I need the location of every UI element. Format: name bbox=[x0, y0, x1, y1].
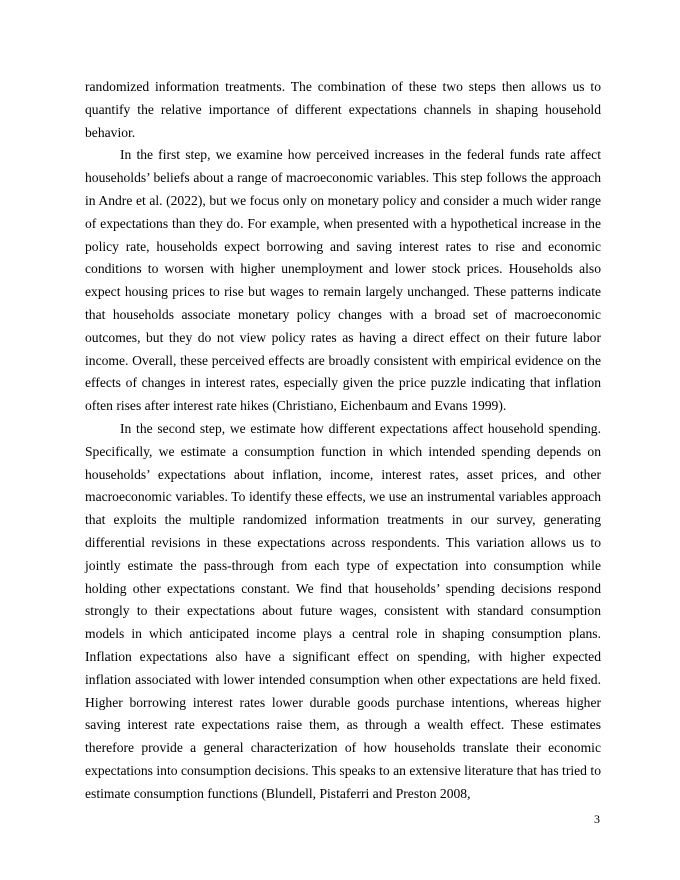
paragraph-first-step: In the first step, we examine how perceived increases in the federal funds rate affect households’ beliefs about a range of macroeconomic variables. This step follows the approach in Andre et al. (2022), but we focus only on monetary policy and consider a much wider range of expectations than they do. For example, when presented with a hypothetical increase in the policy rate, households expect borrowing and saving interest rates to rise and economic conditions to worsen with higher unemployment and lower stock prices. Households also expect housing prices to rise but wages to remain largely unchanged. These patterns indicate that households associate monetary policy changes with a broad set of macroeconomic outcomes, but they do not view policy rates as having a direct effect on their future labor income. Overall, these perceived effects are broadly consistent with empirical evidence on the effects of changes in interest rates, especially given the price puzzle indicating that inflation often rises after interest rate hikes (Christiano, Eichenbaum and Evans 1999). bbox=[85, 147, 601, 414]
page-number: 3 bbox=[594, 812, 600, 826]
paragraph-second-step: In the second step, we estimate how different expectations affect household spending. Specifically, we estimate a consumption function in which intended spending depends on households’ expectations about inflation, income, interest rates, asset prices, and other macroeconomic variables. To identify these effects, we use an instrumental variables approach that exploits the multiple randomized information treatments in our survey, generating differential revisions in these expectations across respondents. This variation allows us to jointly estimate the pass-through from each type of expectation into consumption while holding other expectations constant. We find that households’ spending decisions respond strongly to their expectations about future wages, consistent with standard consumption models in which anticipated income plays a central role in shaping consumption plans. Inflation expectations also have a significant effect on spending, with higher expected inflation associated with lower intended consumption when other expectations are held fixed. Higher borrowing interest rates lower durable goods purchase intentions, whereas higher saving interest rate expectations raise them, as through a wealth effect. These estimates therefore provide a general characterization of how households translate their economic expectations into consumption decisions. This speaks to an extensive literature that has tried to estimate consumption functions (Blundell, Pistaferri and Preston 2008, bbox=[85, 420, 601, 801]
body-text bbox=[85, 76, 601, 806]
paragraph-continuation: randomized information treatments. The combination of these two steps then allows us to quantify the relative importance of different expectations channels in shaping household behavior. bbox=[85, 79, 601, 140]
